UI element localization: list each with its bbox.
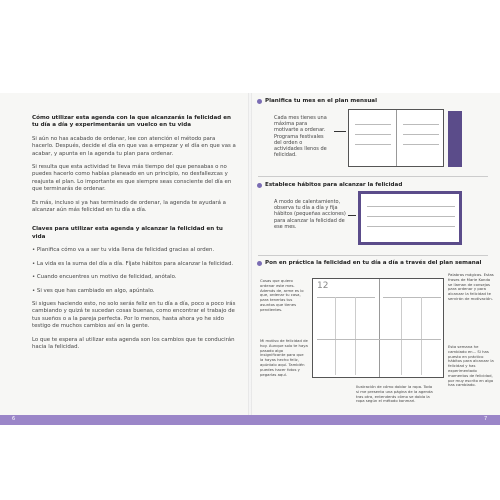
paragraph-2: Si resulta que esta actividad te lleva más tiempo del que pensabas o no puedes hacerlo como habías planeado en un principio, no desfallezcas y reajusta el plan. Lo importante es que siempre seas consciente del día en que terminarás de ordenar. [32,164,232,193]
paragraph-5: Lo que te espera al utilizar esta agenda son los cambios que te conducirán hacia la felicidad. [32,336,235,350]
page-number-left: 6 [12,416,16,422]
bullet-dot-icon [257,183,262,188]
paragraph-1: Si aún no has acabado de ordenar, lee con atención el método para hacerlo. Después, decide el día en que vas a empezar y el día en que vas a acabar, y apunta en la agenda tu plan para ordenar. [32,135,236,157]
page-number-right: 7 [484,416,488,422]
bullet-3: • Cuando encuentres un motivo de felicidad, anótalo. [32,274,177,281]
arrow-icon [348,215,356,216]
section-monthly-text: Cada mes tienes una máxima para motivarte a ordenar. Programa festivales del orden o actividades llenos de felicidad. [274,115,327,159]
note-fold-clothes: Ilustración de cómo doblar la ropa. Todo si me presenta una página de la agenda tras otra, entenderás cómo se dobla la ropa según el método konmari. [356,384,433,404]
habits-page-image [358,191,462,245]
right-page [252,93,500,415]
bullet-dot-icon [257,261,262,266]
monthly-plan-image [348,109,444,167]
bullet-4: • Si ves que has cambiado en algo, apúntalo. [32,287,155,294]
heading-keys: Claves para utilizar esta agenda y alcanzar la felicidad en tu vida [32,226,223,240]
footer-bar [0,415,500,425]
bullet-2: • La vida es la suma del día a día. Fíjate hábitos para alcanzar la felicidad. [32,260,234,267]
heading-how-to-use: Cómo utilizar esta agenda con la que alcanzarás la felicidad en tu día a día y experimentarás un vuelco en tu vida [32,115,232,129]
note-changed: Esta semana he cambiado en... Si has puesto en práctico hábitos para alcanzar la felicidad y has experimentado momentos de felicidad, por muy escrito en algo has cambiado. [448,344,494,388]
section-weekly-title: Pon en práctica la felicidad en tu día a día a través del plan semanal [265,260,482,266]
note-happiness-today: Mi motivo de felicidad de hoy. Aunque solo te haya pasado algo insignificante para que la hayas hecho feliz, apúntalo aquí. También puedes hacer fotos y pegarlas aquí. [260,338,308,377]
note-things-to-order: Cosas que quiero ordenar este mes. Además de, arme es lo que, ordenar tu casa, para tenerlas tus asuntos que tienes pendientes. [260,278,304,312]
book-spread [0,93,500,423]
planner-date: 12 [317,281,329,291]
paragraph-4: Si sigues haciendo esto, no solo serás feliz en tu día a día, poco a poco irás cambiando y quizá te sucedan cosas buenas, como encontrar el trabajo de tus sueños o a la pareja perfecta. Por lo menos, hasta ahora yo he sido testigo de muchos cambios así en la gente. [32,300,236,330]
book-cover-edge [448,111,462,167]
section-monthly-title: Planifica tu mes en el plan mensual [265,98,377,104]
note-magic-words: Palabras mágicas. Estas frases de Marie Kondo se llaman de consejos para ordenar y para alcanzar la felicidad te servirán de motivación. [448,272,494,301]
bullet-dot-icon [257,99,262,104]
section-habits-text: A modo de calentamiento, observa tu día a día y fija hábitos (pequeñas acciones) para alcanzar la felicidad de ese mes. [274,199,346,230]
section-habits-title: Establece hábitos para alcanzar la felicidad [265,182,403,188]
arrow-icon [334,131,346,132]
weekly-plan-image [312,278,444,378]
bullet-1: • Planifica cómo va a ser tu vida llena de felicidad gracias al orden. [32,247,215,254]
left-page [0,93,248,415]
paragraph-3: Es más, incluso si ya has terminado de ordenar, la agenda te ayudará a alcanzar aún más felicidad en tu día a día. [32,199,226,214]
